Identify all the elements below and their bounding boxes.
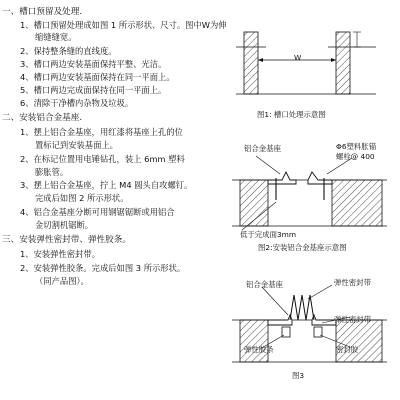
fig2-caption: 图2:安装铝合金基座示意图 <box>258 243 347 252</box>
section-2-item-4: 4、铝合金基座分断可用钢锯锯断或用铝合 <box>20 207 175 217</box>
section-2-item-1: 1、摆上铝合金基座，用红漆将基座上孔的位 <box>20 127 183 137</box>
fig2-anchor-label-2: 螺栓@ 400 <box>336 152 375 161</box>
section-1-item-3: 3、槽口两边安装基面保持平整、光洁。 <box>20 59 167 69</box>
fig3-base-right <box>312 315 336 325</box>
section-2-item-3: 3、摆上铝合金基座，拧上 M4 圆头自攻螺钉。 <box>20 180 193 190</box>
section-2-item-3-cont: 完成后如图 2 所示形状。 <box>35 193 129 203</box>
section-3-item-2: 2、安装弹性胶条。完成后如图 3 所示形状。 <box>20 263 186 273</box>
fig2-right-wall <box>332 180 382 226</box>
fig3-rubber-label: 弹性胶条 <box>244 345 274 354</box>
fig3-left-wall <box>240 320 268 362</box>
figure-1-drawing <box>236 22 386 104</box>
fig3-seal-band <box>290 295 314 320</box>
section-2-item-2-cont: 膨胀管。 <box>35 167 69 177</box>
fig3-base-label: 铝合金基座 <box>246 280 283 289</box>
section-2-title: 二、安装铝合金基座. <box>2 113 83 123</box>
figure-2-drawing <box>232 150 392 232</box>
section-1-item-5: 5、槽口两边完成面保持在同一平面上。 <box>20 85 167 95</box>
section-3-item-1: 1、安装弹性密封带。 <box>20 249 100 259</box>
fig2-base-label: 铝合金基座 <box>244 144 281 153</box>
fig3-seal-band-label: 弹性密封带 <box>334 278 371 287</box>
section-3-title: 三、安装弹性密封带、弹性胶条。 <box>2 235 131 245</box>
section-1-item-1: 1、槽口预留处理成如图 1 所示形状、尺寸。图中W为伸 <box>20 20 227 30</box>
fig2-left-wall <box>240 180 268 226</box>
fig2-base-right <box>308 172 332 184</box>
fig2-bottom-label: 低于完成面3mm <box>240 230 297 239</box>
fig2-anchor-label-1: Φ6塑料胀锚 <box>336 142 377 151</box>
section-1-title: 一、槽口预留及处理. <box>2 7 83 17</box>
fig3-right-wall <box>336 320 382 362</box>
fig3-base-left <box>268 315 292 325</box>
fig2-base-left <box>268 172 296 184</box>
section-2-item-1-cont: 置标记到安装基面上。 <box>35 140 118 150</box>
fig1-w-label: W <box>294 53 302 62</box>
section-1-item-2: 2、保持整条缝的直线度。 <box>20 46 117 56</box>
fig1-left-wall <box>244 32 258 94</box>
fig3-sealant-label: 密封胶 <box>336 345 359 354</box>
section-2-item-4-cont: 金切割机锯断。 <box>35 220 94 230</box>
section-1-item-6: 6、清除干净槽内杂物及垃圾。 <box>20 98 134 108</box>
section-1-item-4: 4、槽口两边安装基面保持在同一平面上。 <box>20 72 175 82</box>
fig1-right-wall <box>336 32 350 94</box>
section-2-item-2: 2、在标记位置用电锤钻孔，装上 6mm 塑料 <box>20 154 185 164</box>
section-1-item-1-cont: 缩缝缝宽。 <box>35 32 77 42</box>
fig3-seal-band-label-2: 弹性密封带 <box>334 315 371 324</box>
section-3-item-2-cont: （同产品图）。 <box>35 276 89 286</box>
fig3-caption: 图3 <box>292 371 305 380</box>
fig1-caption: 图1: 槽口处理示意图 <box>257 110 326 119</box>
